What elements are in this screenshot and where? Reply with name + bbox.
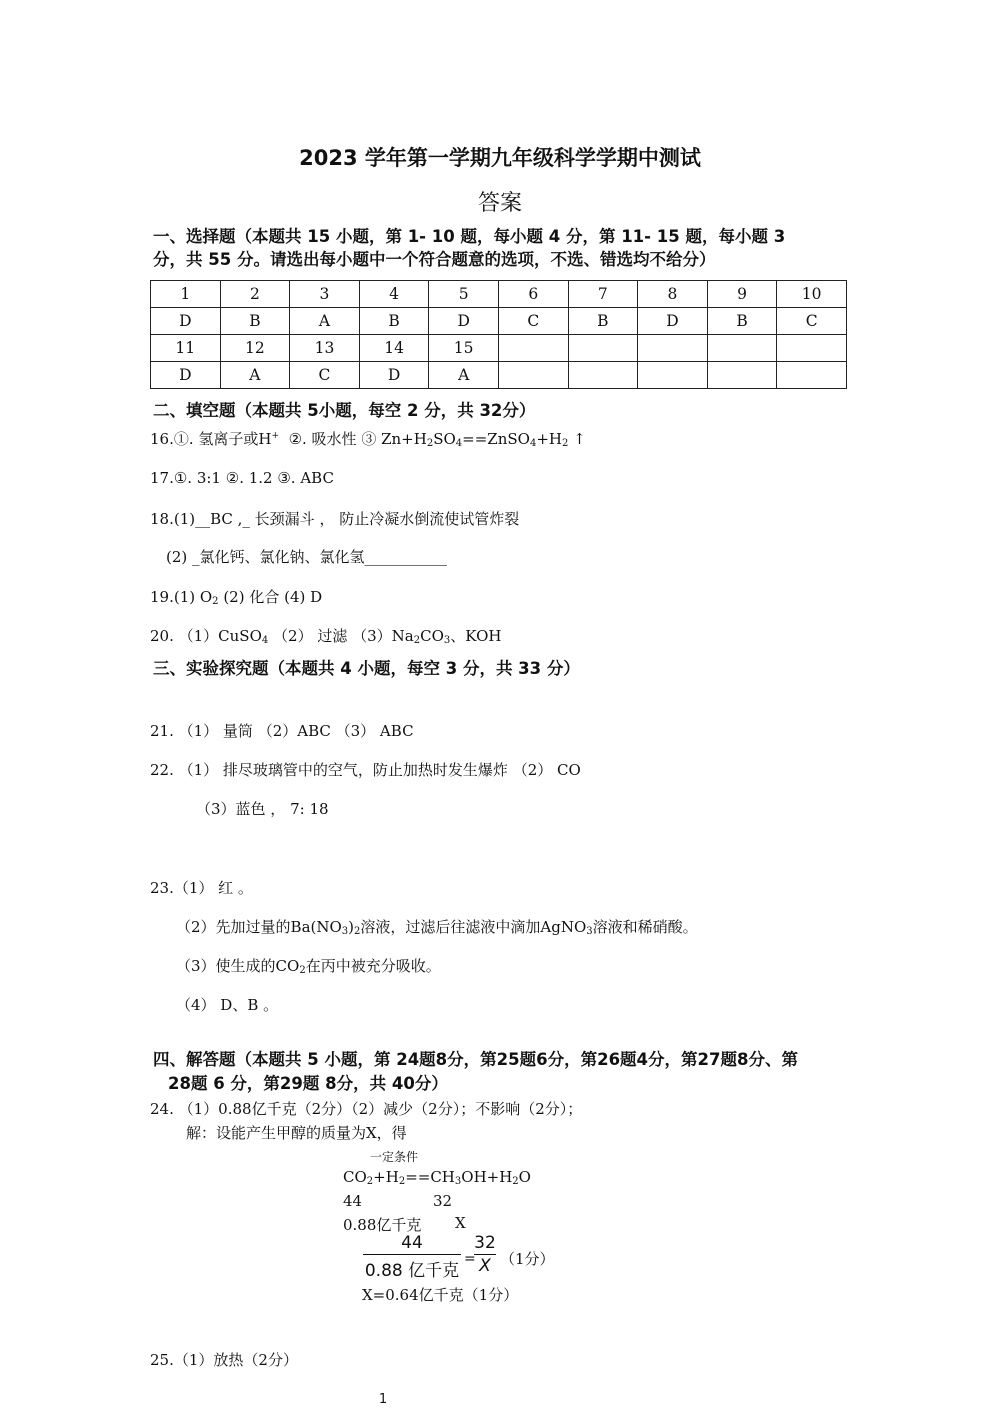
- q16-part: 2: [426, 438, 434, 449]
- q20-part: 2: [413, 635, 421, 646]
- q16-part: 16.①. 氢离子或H: [150, 430, 272, 448]
- unknown-mass: X: [455, 1214, 466, 1232]
- section2-heading: 二、填空题（本题共 5小题，每空 2 分，共 32分）: [153, 401, 536, 420]
- answer-q17: 17.①. 3:1 ②. 1.2 ③. ABC: [150, 469, 334, 487]
- table-cell: A: [290, 308, 360, 335]
- q23-part: 2: [299, 965, 306, 976]
- table-cell: 2: [220, 281, 290, 308]
- table-cell: 1: [151, 281, 221, 308]
- table-row: [151, 308, 847, 335]
- proportion-fraction-right: [474, 1233, 496, 1276]
- given-mass: 0.88亿千克: [343, 1216, 422, 1234]
- answer-q20: [150, 625, 501, 646]
- table-cell: [568, 362, 638, 389]
- q16-part: ②. 吸水性 ③ Zn+H: [288, 430, 427, 448]
- q20-part: 、KOH: [450, 627, 502, 645]
- q19-part: 2: [212, 596, 219, 607]
- table-cell: 15: [429, 335, 499, 362]
- answer-q23-1: 23.（1） 红 。: [150, 879, 253, 897]
- q16-part: SO: [433, 430, 456, 448]
- equation-part: +H: [373, 1168, 399, 1186]
- table-cell: C: [498, 308, 568, 335]
- table-row: [151, 281, 847, 308]
- answer-q19: [150, 586, 322, 607]
- answer-q22-2: （3）蓝色 ， 7: 18: [196, 800, 329, 818]
- table-cell: [568, 335, 638, 362]
- q19-part: 19.(1) O: [150, 588, 213, 606]
- q20-part: 20. （1）CuSO: [150, 627, 262, 645]
- fraction-bar: [363, 1254, 461, 1255]
- proportion-fraction-left: [363, 1233, 461, 1281]
- table-cell: 13: [290, 335, 360, 362]
- equation-part: 3: [454, 1176, 462, 1187]
- table-cell: D: [151, 308, 221, 335]
- table-cell: [498, 335, 568, 362]
- q23-part: 2: [354, 926, 361, 937]
- table-cell: 10: [777, 281, 847, 308]
- table-cell: D: [429, 308, 499, 335]
- equals-sign: =: [464, 1251, 476, 1267]
- q23-part: 3: [586, 926, 593, 937]
- q23-part: 溶液，过滤后往滤液中滴加AgNO: [360, 918, 587, 936]
- table-cell: [638, 335, 708, 362]
- table-cell: B: [568, 308, 638, 335]
- q16-part: ==ZnSO: [462, 430, 530, 448]
- table-cell: 9: [707, 281, 777, 308]
- equation-part: 2: [366, 1176, 374, 1187]
- answer-q23-4: （4） D、B 。: [176, 996, 279, 1014]
- fraction-denominator: 0.88 亿千克: [364, 1261, 460, 1281]
- page-title: 2023 学年第一学期九年级科学学期中测试: [299, 146, 701, 170]
- table-row: [151, 362, 847, 389]
- fraction-denominator: X: [479, 1256, 491, 1276]
- table-cell: [707, 362, 777, 389]
- table-cell: 6: [498, 281, 568, 308]
- molar-mass-ch3oh: 32: [433, 1192, 453, 1210]
- q20-part: CO: [420, 627, 444, 645]
- answer-q16: [150, 428, 586, 449]
- table-cell: 14: [359, 335, 429, 362]
- q23-part: 在丙中被充分吸收。: [305, 957, 441, 975]
- q23-part: 3: [341, 926, 349, 937]
- score-note: （1分）: [500, 1250, 555, 1268]
- equation-part: OH+H: [461, 1168, 513, 1186]
- q16-part: ↑: [568, 430, 586, 448]
- equation-part: 2: [512, 1176, 519, 1187]
- table-cell: [777, 362, 847, 389]
- q16-part: 4: [455, 438, 463, 449]
- section4-heading-line1: 四、解答题（本题共 5 小题，第 24题8分，第25题6分，第26题4分，第27题8分、第: [153, 1050, 798, 1069]
- q23-part: （3）使生成的CO: [176, 957, 300, 975]
- q19-part: (2) 化合 (4) D: [218, 588, 323, 606]
- table-cell: [498, 362, 568, 389]
- equation-part: CH: [430, 1168, 455, 1186]
- q20-part: （2） 过滤 （3）Na: [268, 627, 414, 645]
- table-cell: 4: [359, 281, 429, 308]
- table-cell: 3: [290, 281, 360, 308]
- table-cell: D: [151, 362, 221, 389]
- answer-q24-1: 24. （1）0.88亿千克（2分）（2）减少（2分）；不影响（2分）；: [150, 1100, 583, 1118]
- answer-q18-2: (2) _氯化钙、氯化钠、氯化氢___________: [166, 548, 448, 566]
- q20-part: 3: [443, 635, 451, 646]
- table-cell: C: [290, 362, 360, 389]
- q23-part: （2）先加过量的Ba(NO: [176, 918, 342, 936]
- section1-heading-line1: 一、选择题（本题共 15 小题，第 1- 10 题，每小题 4 分，第 11- 15 题，每小题 3: [153, 227, 786, 246]
- equation-part: CO: [343, 1168, 367, 1186]
- table-row: [151, 335, 847, 362]
- molar-mass-co2: 44: [343, 1192, 363, 1210]
- answer-q23-3: [176, 955, 441, 976]
- table-cell: D: [359, 362, 429, 389]
- answer-q24-2: 解：设能产生甲醇的质量为X，得: [186, 1124, 407, 1142]
- equation-part: O: [518, 1168, 531, 1186]
- q20-part: 4: [261, 635, 269, 646]
- table-cell: [638, 362, 708, 389]
- table-cell: 7: [568, 281, 638, 308]
- section3-heading: 三、实验探究题（本题共 4 小题，每空 3 分，共 33 分）: [153, 659, 580, 678]
- answer-q23-2: [176, 916, 698, 937]
- q16-part: +H: [536, 430, 562, 448]
- equation-part: ==: [405, 1168, 431, 1186]
- answer-q22-1: 22. （1） 排尽玻璃管中的空气，防止加热时发生爆炸 （2） CO: [150, 761, 581, 779]
- table-cell: 11: [151, 335, 221, 362]
- table-cell: B: [220, 308, 290, 335]
- answer-q21: 21. （1） 量筒 （2）ABC （3） ABC: [150, 722, 414, 740]
- table-cell: 8: [638, 281, 708, 308]
- q23-part: ): [348, 918, 355, 936]
- table-cell: [707, 335, 777, 362]
- table-cell: A: [220, 362, 290, 389]
- page-subtitle: 答案: [477, 191, 522, 216]
- table-cell: [777, 335, 847, 362]
- table-cell: 5: [429, 281, 499, 308]
- chemical-equation: [343, 1168, 531, 1187]
- q16-part: 2: [562, 438, 569, 449]
- answer-q25: 25.（1）放热（2分）: [150, 1351, 298, 1369]
- fraction-numerator: 32: [474, 1233, 496, 1253]
- fraction-numerator: 44: [401, 1233, 423, 1253]
- fraction-bar: [474, 1254, 496, 1255]
- table-cell: D: [638, 308, 708, 335]
- q16-part: 4: [529, 438, 537, 449]
- equation-part: 2: [398, 1176, 406, 1187]
- q16-part: +: [271, 431, 280, 441]
- page-number: 1: [378, 1392, 388, 1407]
- table-cell: 12: [220, 335, 290, 362]
- answer-result: X=0.64亿千克（1分）: [362, 1286, 519, 1304]
- reaction-condition: 一定条件: [370, 1150, 419, 1164]
- section1-heading-line2: 分，共 55 分。请选出每小题中一个符合题意的选项，不选、错选均不给分）: [153, 250, 716, 269]
- q23-part: 溶液和稀硝酸。: [592, 918, 698, 936]
- answer-table: [150, 280, 847, 389]
- section4-heading-line2: 28题 6 分，第29题 8分，共 40分）: [168, 1074, 448, 1093]
- table-cell: A: [429, 362, 499, 389]
- table-cell: B: [707, 308, 777, 335]
- table-cell: B: [359, 308, 429, 335]
- table-cell: C: [777, 308, 847, 335]
- answer-q18-1: 18.(1)__BC ,_ 长颈漏斗 ， 防止冷凝水倒流使试管炸裂: [150, 510, 520, 528]
